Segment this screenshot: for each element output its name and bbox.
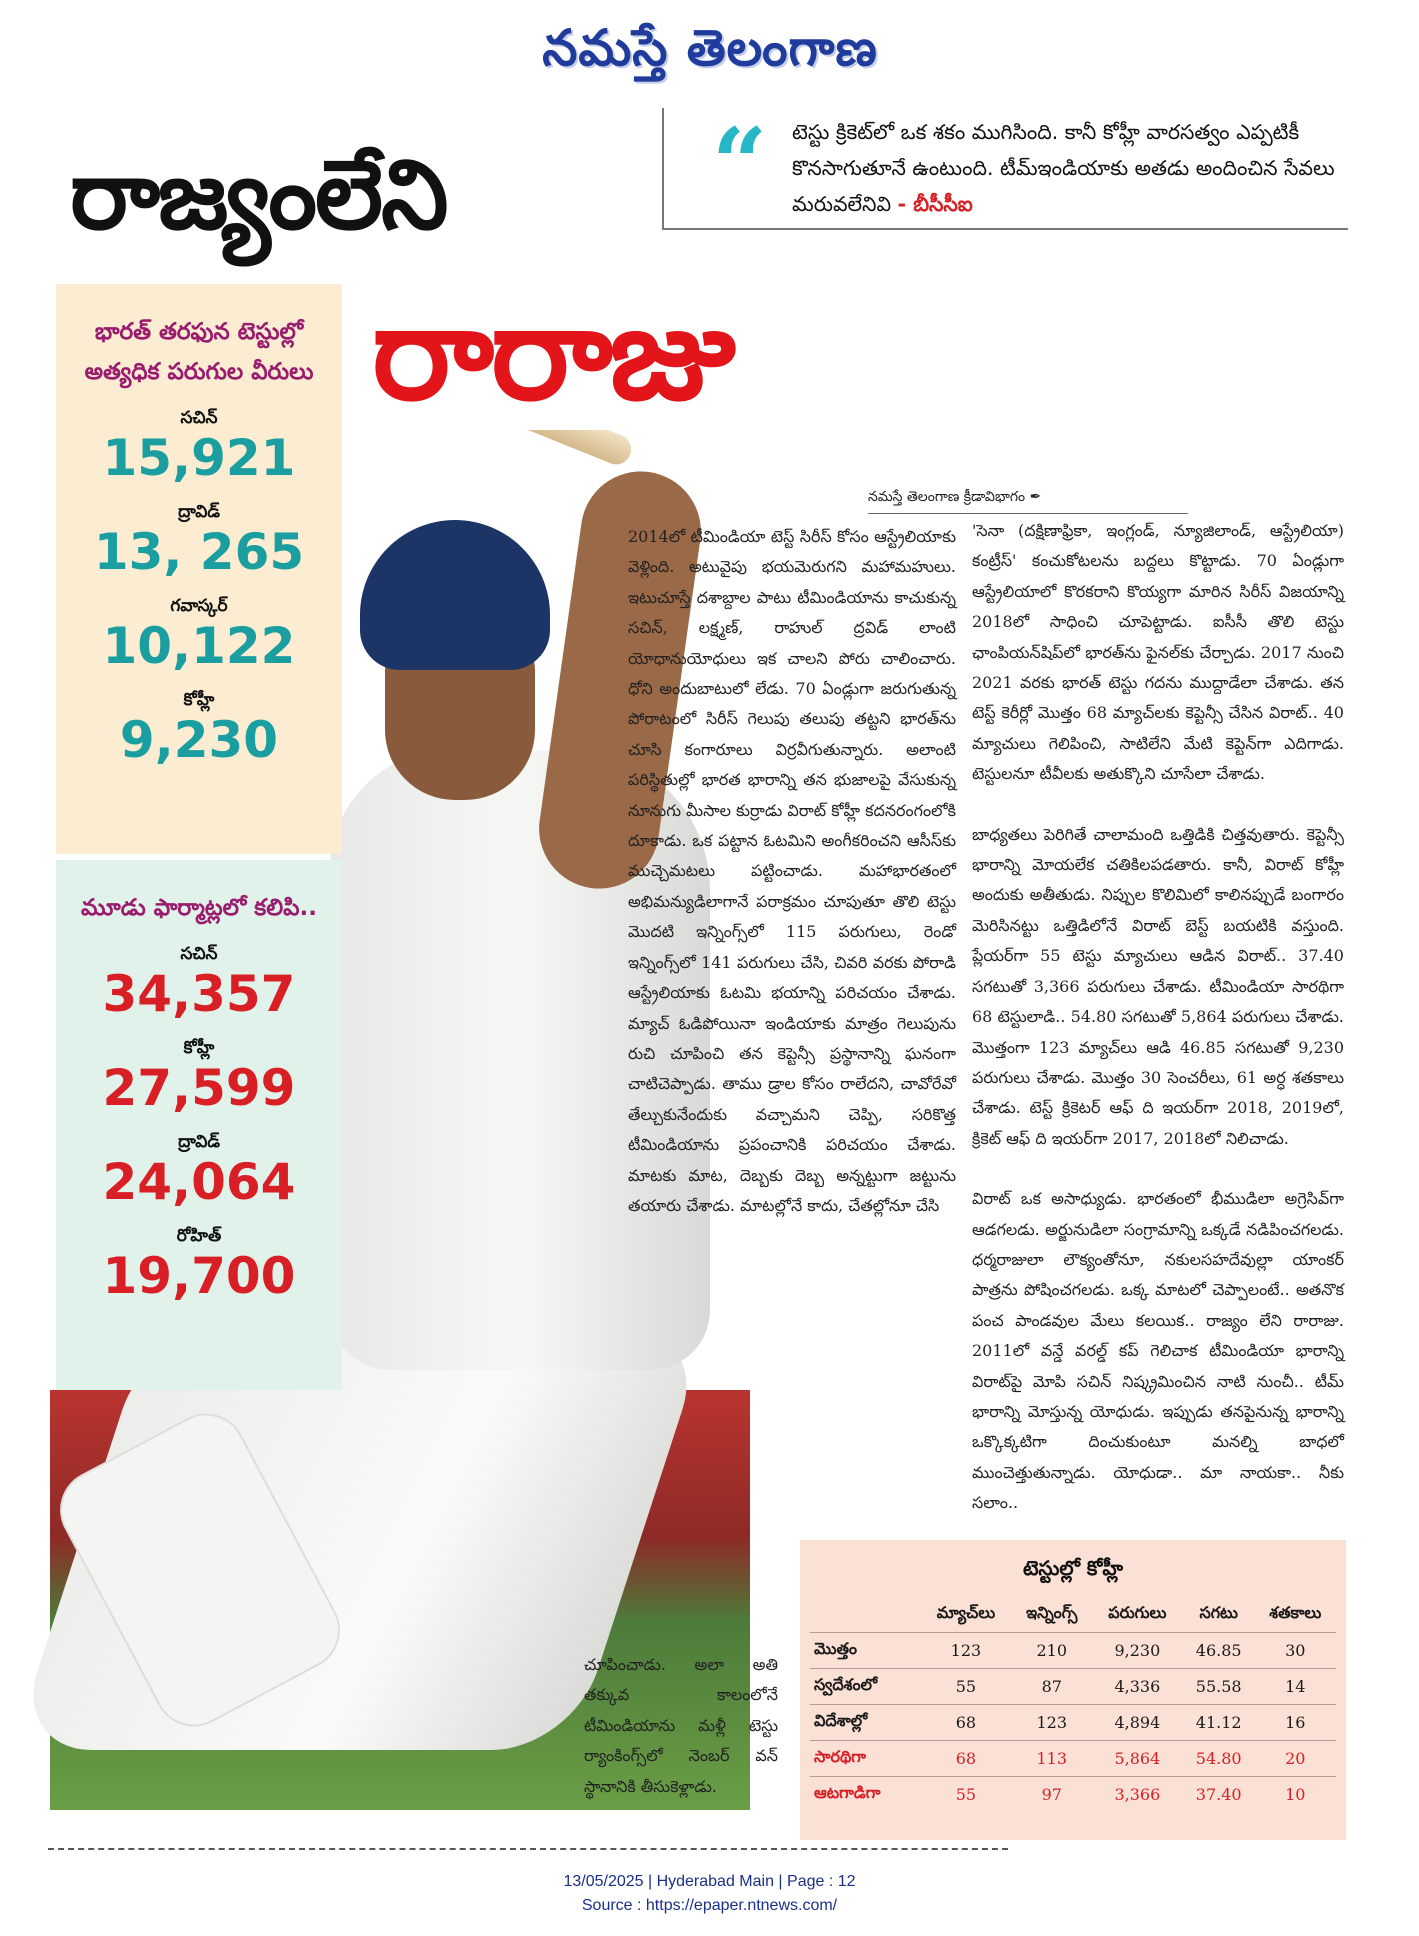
table-cell: 4,894 bbox=[1092, 1704, 1183, 1740]
table-cell: 123 bbox=[1012, 1704, 1092, 1740]
kohli-test-stats-box bbox=[800, 1540, 1346, 1840]
panel-title: మూడు ఫార్మాట్లలో కలిపి.. bbox=[81, 895, 317, 921]
column-header bbox=[810, 1598, 920, 1632]
table-row bbox=[810, 1704, 1336, 1740]
table-cell: 55.58 bbox=[1183, 1668, 1255, 1704]
article-column-1 bbox=[628, 522, 956, 1221]
table-cell: 10 bbox=[1255, 1776, 1336, 1812]
stat-name: కోహ్లీ bbox=[183, 690, 215, 710]
table-cell: 4,336 bbox=[1092, 1668, 1183, 1704]
row-label: ఆటగాడిగా bbox=[810, 1776, 920, 1812]
table-cell: 14 bbox=[1255, 1668, 1336, 1704]
quote-mark-icon: “ bbox=[712, 107, 768, 220]
stat-name: గవాస్కర్ bbox=[170, 596, 228, 616]
stat-value: 13, 265 bbox=[93, 523, 305, 581]
footer-source-line: Source : https://epaper.ntnews.com/ bbox=[581, 1897, 838, 1914]
table-row bbox=[810, 1632, 1336, 1668]
table-cell: 55 bbox=[920, 1776, 1011, 1812]
article-paragraph: విరాట్ ఒక అసాధ్యుడు. భారతంలో భీముడిలా అగ్రెసివ్‌గా ఆడగలడు. అర్జునుడిలా సంగ్రామాన్ని ఒక్కడే నడిపించగలడు. ధర్మరాజులా లౌక్యంతోనూ, నకులసహదేవుల్లా యాంకర్ పాత్రను పోషించగలడు. ఒక్క మాటలో చెప్పాలంటే.. అతనొక పంచ పాండవుల మేలు కలయిక.. రాజ్యం లేని రారాజు. 2011లో వన్డే వరల్డ్ కప్ గెలిచాక టీమిండియా భారాన్ని విరాట్‌పై మోపి సచిన్ నిష్క్రమించిన నాటి నుంచీ.. టీమ్ భారాన్ని మోస్తున్న యోధుడు. ఇప్పుడు తనపైనున్న భారాన్ని ఒక్కొక్కటిగా దించుకుంటూ మనల్ని బాధలో ముంచెత్తుతున్నాడు. యోధుడా.. మా నాయకా.. నీకు సలాం.. bbox=[972, 1189, 1344, 1513]
article-paragraph: బాధ్యతలు పెరిగితే చాలామంది ఒత్తిడికి చిత్తవుతారు. కెప్టెన్సీ భారాన్ని మోయలేక చతికిలపడతారు. కానీ, విరాట్ కోహ్లీ అందుకు అతీతుడు. నిప్పుల కొలిమిలో కాలినప్పుడే బంగారం మెరిసినట్టు ఒత్తిడిలోనే విరాట్ బెస్ట్ బయటికి వస్తుంది. ప్లేయర్‌గా 55 టెస్టు మ్యాచులు ఆడిన విరాట్.. 37.40 సగటుతో 3,366 పరుగులు చేశాడు. టీమిండియా సారథిగా 68 టెస్టులాడి.. 54.80 సగటుతో 5,864 పరుగులు చేశాడు. మొత్తంగా 123 మ్యాచ్‌లు ఆడి 46.85 సగటుతో 9,230 పరుగులు చేశాడు. మొత్తం 30 సెంచరీలు, 61 అర్ధ శతకాలు చేశాడు. టెస్ట్ క్రికెటర్ ఆఫ్ ది ఇయర్‌గా 2018, 2019లో, క్రికెట్ ఆఫ్ ది ఇయర్‌గా 2017, 2018లో నిలిచాడు. bbox=[972, 824, 1344, 1148]
pen-icon: ✒ bbox=[1029, 489, 1042, 505]
stat-value: 9,230 bbox=[119, 711, 279, 769]
table-cell: 55 bbox=[920, 1668, 1011, 1704]
stat-name: ద్రావిడ్ bbox=[178, 1132, 220, 1152]
table-row bbox=[810, 1776, 1336, 1812]
table-cell: 20 bbox=[1255, 1740, 1336, 1776]
stat-value: 15,921 bbox=[102, 429, 296, 487]
cut-line bbox=[48, 1848, 1008, 1850]
table-cell: 5,864 bbox=[1092, 1740, 1183, 1776]
panel-title: భారత్ తరఫున టెస్టుల్లో అత్యధిక పరుగుల వీరులు bbox=[84, 319, 314, 385]
table-row bbox=[810, 1740, 1336, 1776]
stat-value: 10,122 bbox=[102, 617, 296, 675]
headline-main: రారాజు bbox=[372, 277, 733, 429]
table-cell: 87 bbox=[1012, 1668, 1092, 1704]
table-cell: 46.85 bbox=[1183, 1632, 1255, 1668]
stat-name: సచిన్ bbox=[180, 408, 218, 428]
footer-date-line: 13/05/2025 | Hyderabad Main | Page : 12 bbox=[563, 1873, 856, 1890]
stat-value: 34,357 bbox=[102, 965, 296, 1023]
table-cell: 41.12 bbox=[1183, 1704, 1255, 1740]
page-footer bbox=[0, 1870, 1419, 1918]
column-header: పరుగులు bbox=[1108, 1603, 1167, 1623]
column-header: శతకాలు bbox=[1269, 1603, 1322, 1623]
column-header: మ్యాచ్‌లు bbox=[936, 1603, 996, 1623]
masthead: నమస్తే తెలంగాణ bbox=[542, 19, 878, 77]
stat-name: రోహిత్ bbox=[176, 1226, 222, 1246]
quote-body: టెస్టు క్రికెట్‌లో ఒక శకం ముగిసింది. కానీ కోహ్లీ వారసత్వం ఎప్పటికీ కొనసాగుతూనే ఉంటుంది. టీమ్‌ఇండియాకు అతడు అందించిన సేవలు మరువలేనివి bbox=[792, 120, 1335, 216]
table-cell: 3,366 bbox=[1092, 1776, 1183, 1812]
table-cell: 9,230 bbox=[1092, 1632, 1183, 1668]
row-label: స్వదేశంలో bbox=[810, 1668, 920, 1704]
article-paragraph: 2014లో టీమిండియా టెస్ట్ సిరీస్ కోసం ఆస్ట్రేలియాకు వెళ్లింది. అటువైపు భయమెరుగని మహామహులు. ఇటుచూస్తే దశాబ్దాల పాటు టీమిండియాను కాచుకున్న సచిన్, లక్ష్మణ్, రాహుల్ ద్రవిడ్ లాంటి యోధానుయోధులు ఇక చాలని పోరు చాలించారు. ధోని అందుబాటులో లేడు. 70 ఏండ్లుగా జరుగుతున్న పోరాటంలో సిరీస్ గెలుపు తలుపు తట్టని భారత్‌ను చూసి కంగారూలు విర్రవీగుతున్నారు. అలాంటి పరిస్థితుల్లో భారత భారాన్ని తన భుజాలపై వేసుకున్న నూనుగు మీసాల కుర్రాడు విరాట్ కోహ్లీ కదనరంగంలోకి దూకాడు. ఒక పట్టాన ఓటమిని అంగీకరించని ఆసీస్‌కు ముచ్చెమటలు పట్టించాడు. మహాభారతంలో అభిమన్యుడిలాగానే పరాక్రమం చూపుతూ తొలి టెస్టు మొదటి ఇన్నింగ్స్‌లో 115 పరుగులు, రెండో ఇన్నింగ్స్‌లో 141 పరుగులు చేసి, చివరి వరకు పోరాడి ఆస్ట్రేలియాకు ఓటమి భయాన్ని పరిచయం చేశాడు. మ్యాచ్ ఓడిపోయినా ఇండియాకు మాత్రం గెలుపును రుచి చూపించి తన కెప్టెన్సీ ప్రస్థానాన్ని ఘనంగా చాటిచెప్పాడు. తాము డ్రాల కోసం రాలేదని, చావోరేవో తేల్చుకునేందుకు వచ్చామని చెప్పి, సరికొత్త టీమిండియాను ప్రపంచానికి పరిచయం చేశాడు. మాటకు మాట, దెబ్బకు దెబ్బ అన్నట్టుగా జట్టును తయారు చేశాడు. మాటల్లోనే కాదు, చేతల్లోనూ చేసి bbox=[628, 527, 956, 1215]
table-cell: 68 bbox=[920, 1740, 1011, 1776]
helmet-shape bbox=[360, 520, 550, 670]
article-paragraph: 'సెనా (దక్షిణాఫ్రికా, ఇంగ్లండ్, న్యూజిలాండ్, ఆస్ట్రేలియా) కంట్రీస్' కంచుకోటలను బద్దలు కొట్టాడు. 70 ఏండ్లుగా ఆస్ట్రేలియాలో కొరకరాని కొయ్యగా మారిన సిరీస్ విజయాన్ని 2018లో సాధించి చూపెట్టాడు. ఐసీసీ తొలి టెస్టు ఛాంపియన్‌షిప్‌లో భారత్‌ను ఫైనల్‌కు చేర్చాడు. 2017 నుంచి 2021 వరకు భారత్ టెస్టు గదను ముద్దాడేలా చేశాడు. తన టెస్ట్ కెరీర్లో మొత్తం 68 మ్యాచ్‌లకు కెప్టెన్సీ చేసిన విరాట్.. 40 మ్యాచులు గెలిపించి, సాటిలేని మేటి కెప్టెన్‌గా ఎదిగాడు. టెస్టులనూ టీవీలకు అతుక్కొని చూసేలా చేశాడు. bbox=[972, 521, 1344, 784]
table-cell: 97 bbox=[1012, 1776, 1092, 1812]
table-header-row bbox=[810, 1598, 1336, 1632]
stat-name: ద్రావిడ్ bbox=[178, 502, 220, 522]
article-column-2 bbox=[972, 516, 1344, 1549]
byline bbox=[868, 480, 1188, 514]
test-runs-panel bbox=[56, 284, 342, 854]
table-cell: 113 bbox=[1012, 1740, 1092, 1776]
table-cell: 16 bbox=[1255, 1704, 1336, 1740]
stat-name: సచిన్ bbox=[180, 944, 218, 964]
table-cell: 210 bbox=[1012, 1632, 1092, 1668]
all-formats-panel bbox=[56, 860, 342, 1390]
column-header: సగటు bbox=[1199, 1603, 1238, 1623]
stat-value: 19,700 bbox=[102, 1247, 296, 1305]
stat-name: కోహ్లీ bbox=[183, 1038, 215, 1058]
headline-top: రాజ్యంలేని bbox=[70, 139, 447, 251]
table-cell: 68 bbox=[920, 1704, 1011, 1740]
quote-attribution: - బీసీసీఐ bbox=[897, 192, 973, 216]
quote-text bbox=[792, 114, 1344, 222]
kohli-test-stats-table bbox=[810, 1598, 1336, 1812]
row-label: సారథిగా bbox=[810, 1740, 920, 1776]
table-cell: 30 bbox=[1255, 1632, 1336, 1668]
table-cell: 123 bbox=[920, 1632, 1011, 1668]
table-cell: 37.40 bbox=[1183, 1776, 1255, 1812]
article-column-1-continued: చూపించాడు. అలా అతి తక్కువ కాలంలోనే టీమిండియాను మళ్లీ టెస్టు ర్యాంకింగ్స్‌లో నెంబర్ వన్ స్థానానికి తీసుకెళ్లాడు. bbox=[584, 1655, 778, 1796]
table-cell: 54.80 bbox=[1183, 1740, 1255, 1776]
column-header: ఇన్నింగ్స్ bbox=[1026, 1603, 1078, 1623]
stat-value: 27,599 bbox=[102, 1059, 296, 1117]
quote-box bbox=[662, 108, 1348, 230]
table-title: టెస్టుల్లో కోహ్లీ bbox=[1022, 1556, 1124, 1580]
byline-text: నమస్తే తెలంగాణ క్రీడావిభాగం bbox=[868, 489, 1026, 505]
table-row bbox=[810, 1668, 1336, 1704]
row-label: మొత్తం bbox=[810, 1632, 920, 1668]
row-label: విదేశాల్లో bbox=[810, 1704, 920, 1740]
stat-value: 24,064 bbox=[102, 1153, 296, 1211]
